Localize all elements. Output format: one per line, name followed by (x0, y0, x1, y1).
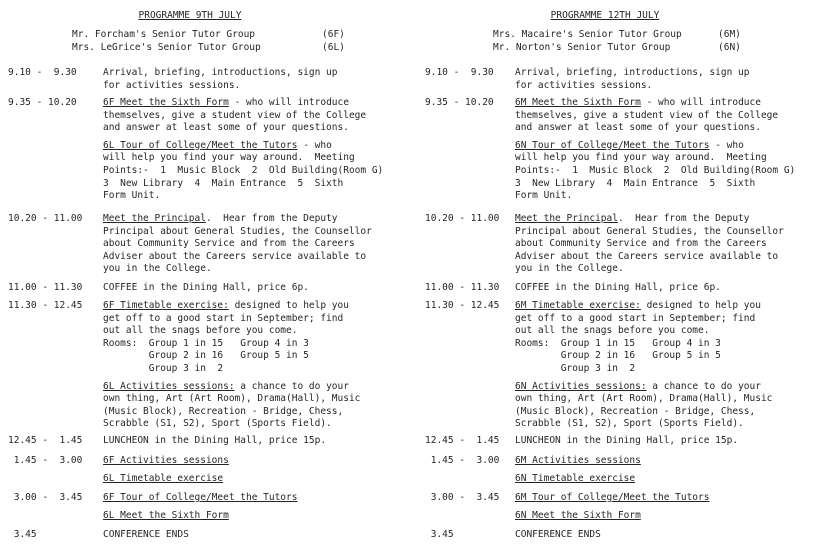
entry-line: Principal about General Studies, the Counsellor (515, 225, 784, 237)
session-heading: 6N Timetable exercise (515, 472, 636, 484)
entry-line (103, 213, 372, 226)
entry-text: LUNCHEON in the Dining Hall, price 15p. (103, 435, 327, 446)
entry-time: 12.45 - 1.45 (8, 435, 83, 446)
entry-block (515, 492, 709, 505)
tutor-group-code: (6L) (322, 41, 345, 53)
tutor-group-row (72, 29, 345, 42)
entry-line: get off to a good start in September; find (515, 312, 756, 324)
entry-line: for activities sessions. (515, 79, 653, 91)
entry-block (515, 381, 772, 431)
entry-line: own thing, Art (Art Room), Drama(Hall), Music (103, 393, 361, 405)
entry-line: Principal about General Studies, the Counsellor (103, 225, 372, 237)
session-heading: 6L Activities sessions: (103, 380, 235, 392)
entry-text: Arrival, briefing, introductions, sign up (103, 67, 338, 78)
entry-text: - who (297, 139, 332, 151)
tutor-group-code: (6N) (718, 41, 741, 53)
session-heading: 6L Tour of College/Meet the Tutors (103, 139, 298, 151)
entry-time: 1.45 - 3.00 (425, 455, 500, 466)
entry-block (103, 282, 309, 295)
entry-line (103, 300, 349, 313)
entry-line: Adviser about the Careers service available to (515, 250, 779, 262)
entry-block (103, 140, 383, 203)
entry-time: 10.20 - 11.00 (425, 213, 500, 224)
entry-line (515, 67, 750, 80)
entry-line (103, 529, 189, 542)
entry-line (103, 455, 229, 468)
entry-block (103, 435, 326, 448)
entry-line: out all the snags before you come. (103, 325, 298, 337)
entry-line: you in the College. (103, 263, 212, 275)
entry-line: Form Unit. (103, 190, 161, 202)
entry-text: a chance to do your (646, 380, 761, 392)
entry-line: will help you find your way around. Meeting (515, 152, 767, 164)
tutor-groups (72, 29, 345, 54)
entry-line: out all the snags before you come. (515, 325, 710, 337)
entry-line: Rooms: Group 1 in 15 Group 4 in 3 (103, 337, 309, 349)
entry-text: - who will introduce (640, 97, 761, 108)
entry-block (103, 510, 229, 523)
entry-line: Scrabble (S1, S2), Sport (Sports Field). (103, 418, 332, 430)
entry-block (515, 529, 601, 542)
entry-time: 3.45 (425, 529, 454, 540)
entry-line (103, 381, 360, 394)
programme-9th-july (0, 0, 400, 556)
entry-block (103, 381, 360, 431)
entry-time: 11.00 - 11.30 (8, 282, 83, 293)
session-heading: 6N Meet the Sixth Form (515, 509, 641, 521)
session-heading: 6L Meet the Sixth Form (103, 509, 229, 521)
entry-line: Group 3 in 2 (515, 362, 636, 374)
entry-time: 11.30 - 12.45 (425, 300, 500, 311)
tutor-group-name: Mr. Norton's Senior Tutor Group (493, 41, 671, 53)
entry-text: COFFEE in the Dining Hall, price 6p. (515, 282, 721, 293)
entry-time: 12.45 - 1.45 (425, 435, 500, 446)
entry-line (515, 140, 795, 153)
entry-block (103, 473, 223, 486)
entry-block (515, 300, 761, 376)
entry-line (515, 300, 761, 313)
programme-12th-july (412, 0, 812, 556)
entry-line: get off to a good start in September; find (103, 312, 344, 324)
entry-line: Group 2 in 16 Group 5 in 5 (515, 350, 721, 362)
entry-time: 11.00 - 11.30 (425, 282, 500, 293)
entry-block (515, 435, 738, 448)
entry-line: Points:- 1 Music Block 2 Old Building(Room G) (103, 164, 384, 176)
entry-line: themselves, give a student view of the College (515, 109, 779, 121)
entry-line: 3 New Library 4 Main Entrance 5 Sixth (515, 177, 756, 189)
entry-line: (Music Block), Recreation - Bridge, Chess, (103, 405, 344, 417)
entry-line: Rooms: Group 1 in 15 Group 4 in 3 (515, 337, 721, 349)
programme-title: PROGRAMME 12TH JULY (550, 10, 660, 21)
entry-block (515, 97, 778, 135)
entry-line: Group 3 in 2 (103, 362, 224, 374)
entry-block (515, 282, 721, 295)
entry-block (515, 510, 641, 523)
entry-line: and answer at least some of your questions. (515, 122, 761, 134)
entry-block (103, 97, 366, 135)
entry-block (515, 213, 784, 276)
entry-text: CONFERENCE ENDS (103, 529, 189, 540)
entry-line (515, 510, 641, 523)
entry-line: Points:- 1 Music Block 2 Old Building(Room G) (515, 164, 796, 176)
entry-line (515, 455, 641, 468)
entry-line (515, 97, 778, 110)
entry-line: 3 New Library 4 Main Entrance 5 Sixth (103, 177, 344, 189)
entry-time: 9.10 - 9.30 (425, 67, 494, 78)
session-heading: 6F Meet the Sixth Form (103, 97, 229, 108)
tutor-group-name: Mrs. Macaire's Senior Tutor Group (493, 29, 682, 40)
entry-time: 3.45 (8, 529, 37, 540)
session-heading: 6M Tour of College/Meet the Tutors (515, 492, 710, 503)
entry-line: (Music Block), Recreation - Bridge, Chess, (515, 405, 756, 417)
entry-line: Form Unit. (515, 190, 573, 202)
entry-line (515, 473, 635, 486)
entry-line: and answer at least some of your questions. (103, 122, 349, 134)
tutor-group-row (493, 29, 741, 42)
entry-block (515, 67, 750, 92)
entry-line (103, 97, 366, 110)
entry-block (103, 492, 297, 505)
entry-line: Scrabble (S1, S2), Sport (Sports Field). (515, 418, 744, 430)
entry-text: COFFEE in the Dining Hall, price 6p. (103, 282, 309, 293)
entry-line (515, 435, 738, 448)
entry-block (515, 455, 641, 468)
entry-line: own thing, Art (Art Room), Drama(Hall), Music (515, 393, 773, 405)
entry-line (103, 140, 383, 153)
entry-line (515, 381, 772, 394)
entry-line: for activities sessions. (103, 79, 241, 91)
entry-time: 9.35 - 10.20 (8, 97, 77, 108)
session-heading: 6N Tour of College/Meet the Tutors (515, 139, 710, 151)
entry-block (103, 529, 189, 542)
entry-block (103, 455, 229, 468)
entry-time: 9.10 - 9.30 (8, 67, 77, 78)
session-heading: 6L Timetable exercise (103, 472, 224, 484)
entry-line (103, 67, 338, 80)
entry-line (103, 282, 309, 295)
entry-time: 1.45 - 3.00 (8, 455, 83, 466)
entry-line (515, 213, 784, 226)
entry-line (103, 492, 297, 505)
entry-line (103, 473, 223, 486)
entry-line: about Community Service and from the Careers (515, 238, 767, 250)
entry-line: themselves, give a student view of the College (103, 109, 367, 121)
session-heading: 6F Timetable exercise: (103, 300, 229, 311)
tutor-group-code: (6M) (718, 29, 741, 40)
entry-block (103, 213, 372, 276)
entry-time: 9.35 - 10.20 (425, 97, 494, 108)
entry-text: . Hear from the Deputy (617, 213, 750, 224)
entry-text: . Hear from the Deputy (205, 213, 338, 224)
session-heading: 6M Activities sessions (515, 455, 641, 466)
entry-text: a chance to do your (234, 380, 349, 392)
entry-line: you in the College. (515, 263, 624, 275)
entry-time: 10.20 - 11.00 (8, 213, 83, 224)
entry-line: Adviser about the Careers service available to (103, 250, 367, 262)
entry-text: CONFERENCE ENDS (515, 529, 601, 540)
entry-block (103, 300, 349, 376)
session-heading: Meet the Principal (515, 213, 618, 224)
entry-line: about Community Service and from the Careers (103, 238, 355, 250)
entry-block (515, 473, 635, 486)
entry-text: designed to help you (228, 300, 349, 311)
entry-text: - who will introduce (228, 97, 349, 108)
entry-line: Group 2 in 16 Group 5 in 5 (103, 350, 309, 362)
session-heading: 6N Activities sessions: (515, 380, 647, 392)
session-heading: 6M Timetable exercise: (515, 300, 641, 311)
entry-line (103, 510, 229, 523)
session-heading: 6F Tour of College/Meet the Tutors (103, 492, 298, 503)
session-heading: 6M Meet the Sixth Form (515, 97, 641, 108)
tutor-group-row (72, 42, 345, 55)
entry-line (515, 529, 601, 542)
session-heading: Meet the Principal (103, 213, 206, 224)
entry-time: 3.00 - 3.45 (425, 492, 500, 503)
entry-block (515, 140, 795, 203)
entry-line (515, 282, 721, 295)
tutor-group-name: Mr. Forcham's Senior Tutor Group (72, 29, 256, 40)
entry-block (103, 67, 338, 92)
tutor-group-row (493, 42, 741, 55)
tutor-group-name: Mrs. LeGrice's Senior Tutor Group (72, 41, 261, 53)
entry-text: - who (709, 139, 744, 151)
entry-text: LUNCHEON in the Dining Hall, price 15p. (515, 435, 739, 446)
entry-text: Arrival, briefing, introductions, sign up (515, 67, 750, 78)
entry-line (103, 435, 326, 448)
entry-line (515, 492, 709, 505)
tutor-group-code: (6F) (322, 29, 345, 40)
session-heading: 6F Activities sessions (103, 455, 229, 466)
entry-time: 3.00 - 3.45 (8, 492, 83, 503)
entry-text: designed to help you (640, 300, 761, 311)
entry-line: will help you find your way around. Meeting (103, 152, 355, 164)
entry-time: 11.30 - 12.45 (8, 300, 83, 311)
tutor-groups (493, 29, 741, 54)
programme-title: PROGRAMME 9TH JULY (138, 10, 242, 21)
